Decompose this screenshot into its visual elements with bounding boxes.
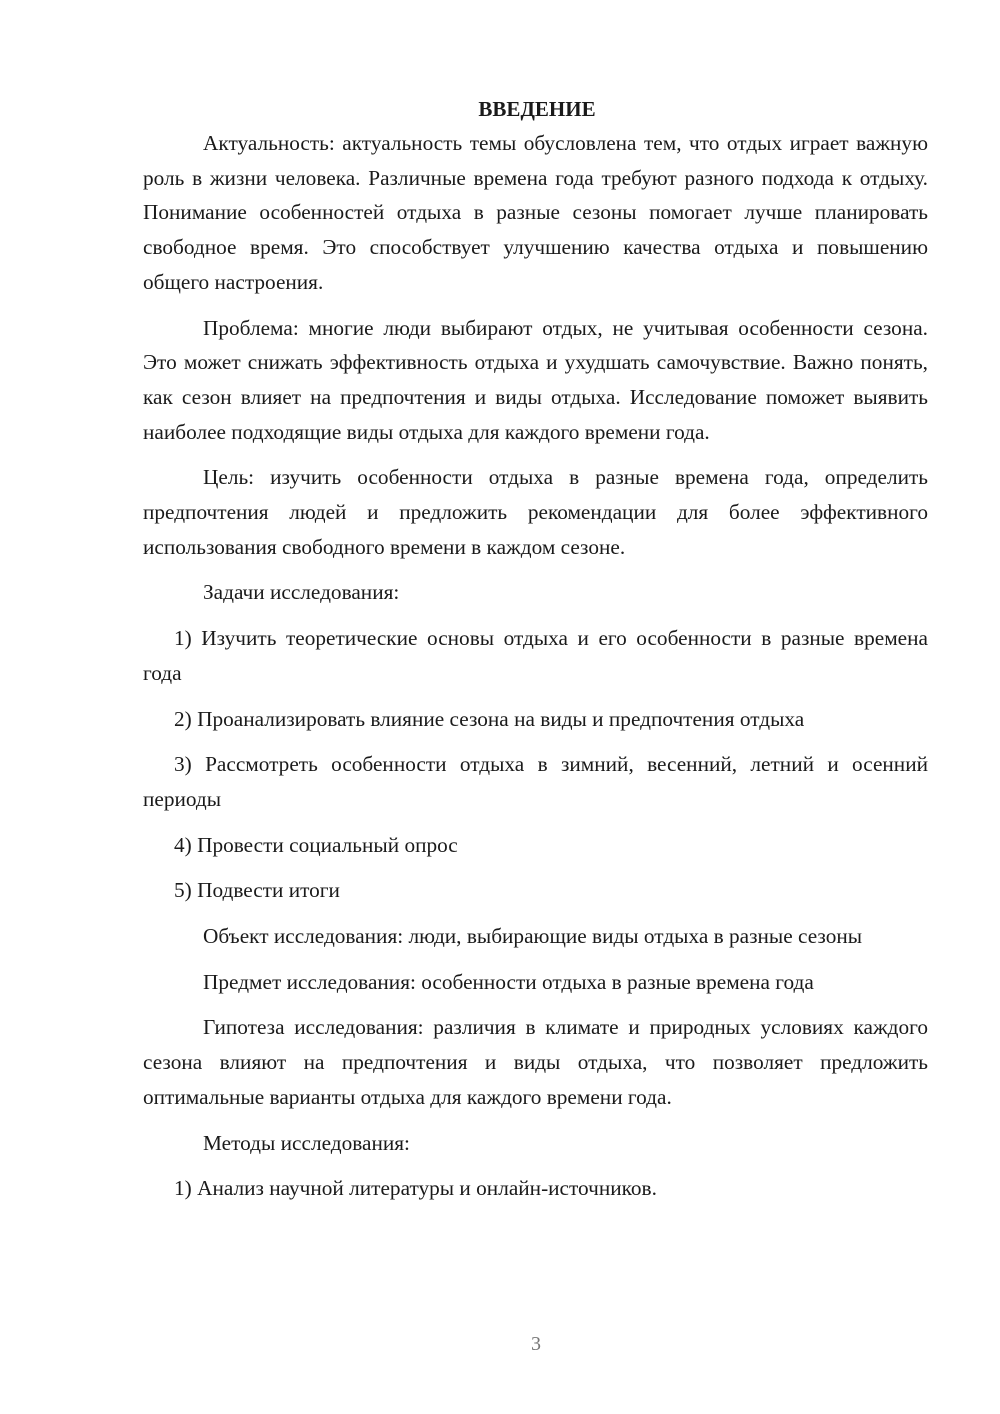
paragraph-relevance: Актуальность: актуальность темы обусловлена тем, что отдых играет важную роль в жизни человека. Различные времена года требуют разного подхода к отдыху. Понимание особенностей отдыха в разные сезоны помогает лучше планировать свободное время. Это способствует улучшению качества отдыха и повышению общего настроения. <box>143 131 928 294</box>
paragraph-problem: Проблема: многие люди выбирают отдых, не учитывая особенности сезона. Это может снижать эффективность отдыха и ухудшать самочувствие. Важно понять, как сезон влияет на предпочтения и виды отдыха. Исследование поможет выявить наиболее подходящие виды отдыха для каждого времени года. <box>143 315 928 444</box>
paragraph-goal: Цель: изучить особенности отдыха в разные времена года, определить предпочтения людей и предложить рекомендации для более эффективного использования свободного времени в каждом сезоне. <box>143 465 928 559</box>
paragraph-object: Объект исследования: люди, выбирающие виды отдыха в разные сезоны <box>203 924 863 949</box>
task-item-1: 1) Изучить теоретические основы отдыха и его особенности в разные времена года <box>143 626 928 685</box>
task-item-5: 5) Подвести итоги <box>174 878 340 903</box>
page-number: 3 <box>531 1333 541 1355</box>
method-item-1: 1) Анализ научной литературы и онлайн-источников. <box>174 1176 657 1201</box>
document-page <box>143 92 928 1206</box>
tasks-heading: Задачи исследования: <box>203 580 400 605</box>
paragraph-subject: Предмет исследования: особенности отдыха в разные времена года <box>203 969 814 994</box>
paragraph-hypothesis: Гипотеза исследования: различия в климате и природных условиях каждого сезона влияют на предпочтения и виды отдыха, что позволяет предложить оптимальные варианты отдыха для каждого времени года. <box>143 1015 928 1109</box>
task-item-2: 2) Проанализировать влияние сезона на виды и предпочтения отдыха <box>174 706 805 731</box>
methods-heading: Методы исследования: <box>203 1130 410 1155</box>
task-item-4: 4) Провести социальный опрос <box>174 832 458 857</box>
document-title: ВВЕДЕНИЕ <box>478 97 596 121</box>
task-item-3: 3) Рассмотреть особенности отдыха в зимний, весенний, летний и осенний периоды <box>143 752 928 811</box>
